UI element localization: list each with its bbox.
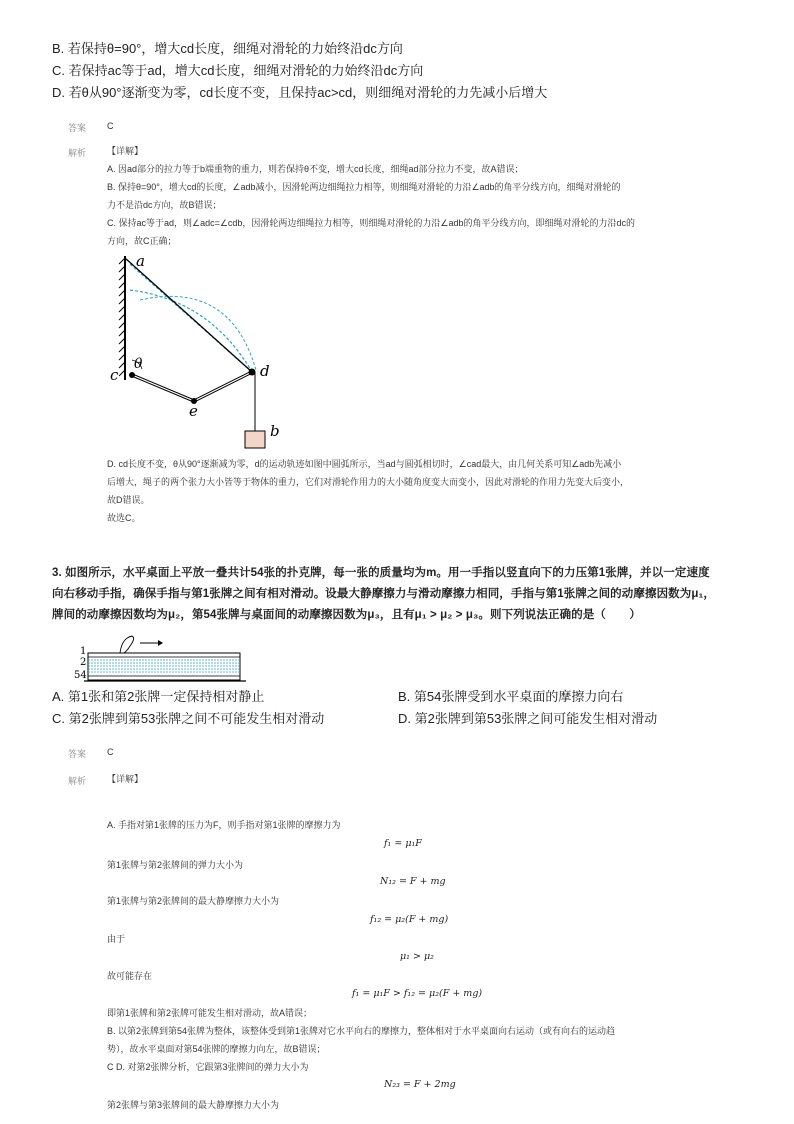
dashed-arc-2	[140, 296, 256, 370]
answer-value-2: C	[107, 747, 114, 757]
q3-option-d: D. 第2张牌到第53张牌之间可能发生相对滑动	[398, 711, 658, 726]
analysis-line: 后增大，绳子的两个张力大小皆等于物体的重力，它们对滑轮作用力的大小随角度变大而变小，因此对滑轮的作用力先变大后变小，	[107, 477, 630, 487]
analysis-line: 故可能存在	[107, 971, 153, 981]
question-line: 3. 如图所示，水平桌面上平放一叠共计54张的扑克牌，每一张的质量均为m。用一手指以竖直向下的力压第1张牌，并以一定速度	[52, 567, 710, 579]
option-c-top: C. 若保持ac等于ad，增大cd长度，细绳对滑轮的力始终沿dc方向	[52, 63, 424, 78]
card-label-2: 2	[80, 657, 87, 668]
answer-label-2: 答案	[68, 749, 87, 759]
analysis-line: A. 手指对第1张牌的压力为F，则手指对第1张牌的摩擦力为	[107, 820, 341, 830]
analysis-line: A. 因ad部分的拉力等于b端重物的重力，则若保持θ不变，增大cd长度，细绳ad部分拉力不变，故A错误；	[107, 164, 524, 174]
answer-value-1: C	[107, 121, 114, 131]
pulley-d	[249, 369, 256, 376]
answer-label-1: 答案	[68, 123, 87, 133]
option-b-top: B. 若保持θ=90°，增大cd长度，细绳对滑轮的力始终沿dc方向	[52, 41, 403, 56]
equation: f₁₂ = μ₂(F + mg)	[370, 914, 449, 925]
cards-figure	[74, 632, 254, 684]
label-theta: θ	[134, 356, 143, 372]
analysis-line: C. 保持ac等于ad，则∠adc=∠cdb，因滑轮两边细绳拉力相等，则细绳对滑轮的力沿∠adb的角平分线方向，即细绳对滑轮的力沿dc的	[107, 218, 636, 228]
q3-option-b: B. 第54张牌受到水平桌面的摩擦力向右	[398, 689, 624, 704]
analysis-line: B. 保持θ=90°，增大cd的长度，∠adb减小，因滑轮两边细绳拉力相等，则细绳对滑轮的力沿∠adb的角平分线方向，细绳对滑轮的	[107, 182, 621, 192]
label-e: e	[189, 402, 198, 420]
analysis-title-2: 【详解】	[107, 774, 144, 784]
rope-ad	[125, 258, 252, 372]
analysis-line: 故D错误。	[107, 495, 150, 505]
hinge-c	[129, 372, 135, 378]
equation: f₁ = μ₁F	[384, 838, 422, 849]
question-line: 向右移动手指，确保手指与第1张牌之间有相对滑动。设最大静摩擦力与滑动摩擦力相同，手指与第1张牌之间的动摩擦因数为μ₁，	[52, 588, 715, 600]
analysis-line: 由于	[107, 934, 126, 944]
question-line: 牌间的动摩擦因数均为μ₂，第54张牌与桌面间的动摩擦因数为μ₃，且有μ₁ > μ₂ > μ₃。则下列说法正确的是（ ）	[52, 609, 641, 621]
analysis-line: 力不是沿dc方向，故B错误；	[107, 200, 222, 210]
equation: N₂₃ = F + 2mg	[384, 1079, 456, 1090]
analysis-line: D. cd长度不变，θ从90°逐渐减为零，d的运动轨迹如图中圆弧所示，当ad与圆弧相切时，∠cad最大，由几何关系可知∠adb先减小	[107, 459, 622, 469]
q3-option-a: A. 第1张和第2张牌一定保持相对静止	[52, 689, 265, 704]
label-d: d	[260, 362, 270, 380]
card-label-1: 1	[80, 646, 87, 657]
analysis-line: 第1张牌与第2张牌间的弹力大小为	[107, 860, 244, 870]
equation: f₁ = μ₁F > f₁₂ = μ₂(F + mg)	[352, 988, 483, 999]
analysis-line: 势），故水平桌面对第54张牌的摩擦力向左，故B错误；	[107, 1044, 326, 1054]
analysis-label-1: 解析	[68, 148, 87, 158]
analysis-title-1: 【详解】	[107, 146, 144, 156]
label-b: b	[270, 422, 280, 440]
analysis-label-2: 解析	[68, 776, 87, 786]
finger	[120, 636, 134, 653]
weight-b	[245, 431, 265, 448]
dashed-arc	[130, 290, 252, 372]
label-a: a	[136, 252, 145, 270]
label-c: c	[110, 366, 119, 384]
analysis-line: C D. 对第2张牌分析，它跟第3张牌间的弹力大小为	[107, 1062, 309, 1072]
card-label-54: 54	[74, 670, 87, 681]
pulley-figure	[110, 250, 290, 450]
equation: N₁₂ = F + mg	[380, 876, 446, 887]
analysis-line: 方向，故C正确；	[107, 236, 177, 246]
analysis-line: 第2张牌与第3张牌间的最大静摩擦力大小为	[107, 1100, 280, 1110]
equation: μ₁ > μ₂	[400, 951, 434, 962]
analysis-line: B. 以第2张牌到第54张牌为整体，该整体受到第1张牌对它水平向右的摩擦力，整体相对于水平桌面向右运动（或有向右的运动趋	[107, 1026, 616, 1036]
analysis-line: 第1张牌与第2张牌间的最大静摩擦力大小为	[107, 896, 280, 906]
option-d-top: D. 若θ从90°逐渐变为零，cd长度不变，且保持ac>cd，则细绳对滑轮的力先减小后增大	[52, 85, 548, 100]
analysis-line: 故选C。	[107, 513, 141, 523]
analysis-line: 即第1张牌和第2张牌可能发生相对滑动，故A错误；	[107, 1008, 313, 1018]
q3-option-c: C. 第2张牌到第53张牌之间不可能发生相对滑动	[52, 711, 325, 726]
